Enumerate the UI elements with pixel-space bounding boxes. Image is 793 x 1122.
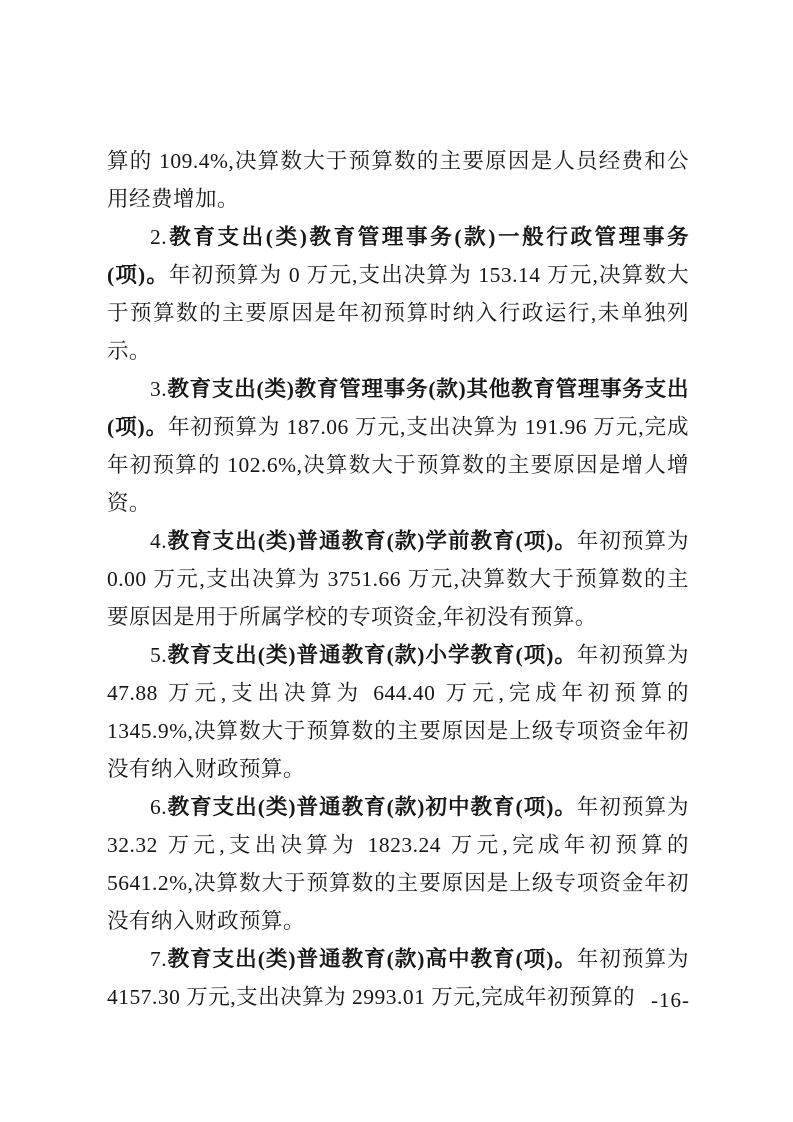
paragraph-item-4 <box>107 522 689 636</box>
item-body: 年初预算为 47.88 万元,支出决算为 644.40 万元,完成年初预算的 1345.9%,决算数大于预算数的主要原因是上级专项资金年初没有纳入财政预算。 <box>107 643 689 781</box>
paragraph-item-7 <box>107 940 689 1016</box>
page-content <box>107 142 689 1016</box>
item-number: 6. <box>150 795 168 819</box>
item-heading: 教育支出(类)普通教育(款)学前教育(项)。 <box>167 529 577 553</box>
paragraph-item-6 <box>107 788 689 940</box>
paragraph-continuation <box>107 142 689 218</box>
item-number: 2. <box>150 225 168 249</box>
item-body: 年初预算为 32.32 万元,支出决算为 1823.24 万元,完成年初预算的 5641.2%,决算数大于预算数的主要原因是上级专项资金年初没有纳入财政预算。 <box>107 795 689 933</box>
item-heading: 教育支出(类)普通教育(款)小学教育(项)。 <box>167 643 577 667</box>
item-body: 年初预算为 4157.30 万元,支出决算为 2993.01 万元,完成年初预算的 <box>107 947 689 1009</box>
item-number: 7. <box>150 947 168 971</box>
page-number: -16- <box>651 988 690 1012</box>
paragraph-text: 算的 109.4%,决算数大于预算数的主要原因是人员经费和公用经费增加。 <box>107 149 689 211</box>
item-number: 5. <box>150 643 168 667</box>
item-body: 年初预算为 0.00 万元,支出决算为 3751.66 万元,决算数大于预算数的主要原因是用于所属学校的专项资金,年初没有预算。 <box>107 529 689 629</box>
item-number: 3. <box>150 377 168 401</box>
item-heading: 教育支出(类)教育管理事务(款)其他教育管理事务支出(项)。 <box>107 377 689 439</box>
item-heading: 教育支出(类)普通教育(款)初中教育(项)。 <box>167 795 577 819</box>
item-heading: 教育支出(类)教育管理事务(款)一般行政管理事务(项)。 <box>107 225 689 287</box>
paragraph-item-5 <box>107 636 689 788</box>
item-body: 年初预算为 0 万元,支出决算为 153.14 万元,决算数大于预算数的主要原因是年初预算时纳入行政运行,未单独列示。 <box>107 263 689 363</box>
item-body: 年初预算为 187.06 万元,支出决算为 191.96 万元,完成年初预算的 102.6%,决算数大于预算数的主要原因是增人增资。 <box>107 415 689 515</box>
paragraph-item-2 <box>107 218 689 370</box>
paragraph-item-3 <box>107 370 689 522</box>
item-heading: 教育支出(类)普通教育(款)高中教育(项)。 <box>167 947 577 971</box>
item-number: 4. <box>150 529 168 553</box>
